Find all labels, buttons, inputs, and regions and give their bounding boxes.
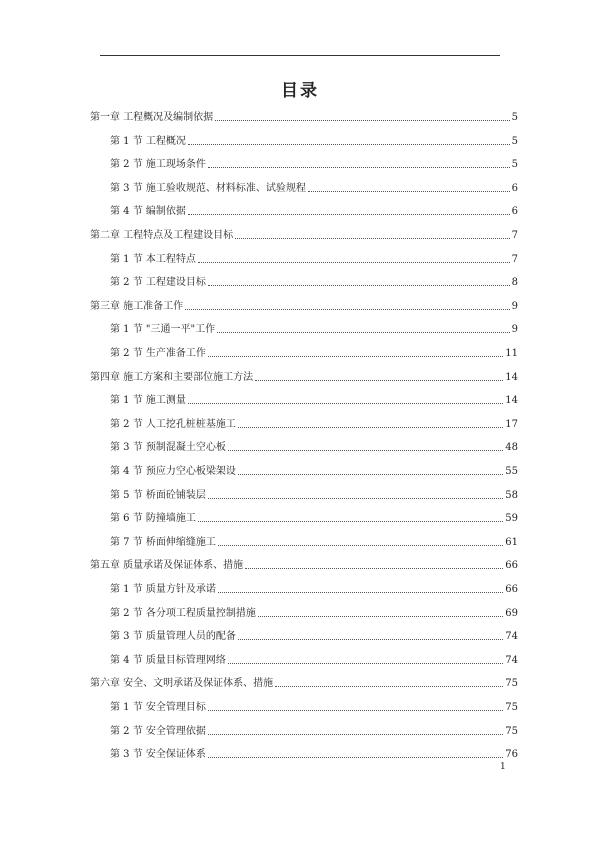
toc-entry-label: 第 2 节 生产准备工作 bbox=[110, 348, 206, 359]
toc-entry-page: 5 bbox=[511, 135, 518, 147]
toc-entry-page: 66 bbox=[505, 584, 518, 595]
toc-section-entry[interactable] bbox=[110, 505, 518, 525]
toc-section-entry[interactable] bbox=[110, 269, 518, 289]
toc-entry-page: 61 bbox=[505, 536, 518, 548]
dot-leader bbox=[238, 474, 503, 475]
toc-entry-page: 59 bbox=[505, 513, 518, 525]
toc-entry-page: 8 bbox=[511, 277, 518, 289]
toc-section-entry[interactable] bbox=[110, 198, 518, 218]
toc-section-entry[interactable] bbox=[110, 340, 518, 360]
toc-section-entry[interactable] bbox=[110, 741, 518, 761]
toc-section-entry[interactable] bbox=[110, 600, 518, 620]
dot-leader bbox=[238, 427, 503, 428]
dot-leader bbox=[235, 238, 509, 239]
toc-entry-page: 6 bbox=[511, 182, 518, 194]
toc-section-entry[interactable] bbox=[110, 128, 518, 148]
toc-entry-label: 第 2 节 各分项工程质量控制措施 bbox=[110, 607, 256, 619]
toc-entry-label: 第 3 节 安全保证体系 bbox=[110, 749, 206, 761]
dot-leader bbox=[245, 568, 503, 569]
toc-entry-label: 第三章 施工准备工作 bbox=[90, 300, 184, 312]
toc-entry-page: 58 bbox=[505, 489, 518, 501]
toc-entry-label: 第 1 节 "三通一平"工作 bbox=[110, 324, 216, 336]
toc-entry-label: 第五章 质量承诺及保证体系、措施 bbox=[90, 560, 244, 572]
toc-entry-label: 第 4 节 编制依据 bbox=[110, 206, 186, 218]
dot-leader bbox=[218, 592, 503, 593]
toc-entry-page: 66 bbox=[505, 560, 518, 572]
toc-entry-label: 第 1 节 施工测量 bbox=[110, 395, 186, 407]
toc-entry-label: 第 1 节 工程概况 bbox=[110, 135, 186, 147]
toc-entry-label: 第 3 节 施工验收规范、材料标准、试验规程 bbox=[110, 182, 306, 194]
toc-entry-page: 69 bbox=[505, 607, 518, 619]
toc-entry-page: 75 bbox=[505, 725, 518, 737]
toc-section-entry[interactable] bbox=[110, 458, 518, 478]
toc-entry-label: 第 3 节 质量管理人员的配备 bbox=[110, 631, 236, 643]
toc-section-entry[interactable] bbox=[110, 411, 518, 431]
toc-entry-page: 75 bbox=[505, 702, 518, 713]
toc-entry-page: 11 bbox=[505, 348, 518, 359]
dot-leader bbox=[218, 545, 503, 546]
toc-entry-page: 5 bbox=[511, 159, 518, 171]
toc-entry-page: 75 bbox=[505, 678, 518, 690]
dot-leader bbox=[228, 450, 503, 451]
toc-entry-label: 第 1 节 本工程特点 bbox=[110, 253, 196, 265]
dot-leader bbox=[215, 120, 509, 121]
toc-entry-label: 第六章 安全、文明承诺及保证体系、措施 bbox=[90, 678, 274, 690]
toc-section-entry[interactable] bbox=[110, 718, 518, 738]
dot-leader bbox=[258, 616, 503, 617]
dot-leader bbox=[208, 498, 503, 499]
dot-leader bbox=[228, 663, 503, 664]
toc-entry-page: 14 bbox=[505, 371, 518, 383]
toc-chapter-entry[interactable] bbox=[90, 104, 518, 124]
toc-entry-page: 5 bbox=[511, 112, 518, 123]
dot-leader bbox=[275, 686, 503, 687]
toc-section-entry[interactable] bbox=[110, 694, 518, 714]
toc-entry-label: 第 3 节 预制混凝土空心板 bbox=[110, 442, 226, 454]
toc-entry-label: 第 2 节 人工挖孔桩桩基施工 bbox=[110, 418, 236, 430]
toc-entry-page: 7 bbox=[511, 230, 518, 241]
toc-entry-page: 6 bbox=[511, 206, 518, 218]
toc-section-entry[interactable] bbox=[110, 434, 518, 454]
toc-entry-page: 48 bbox=[505, 442, 518, 454]
toc-section-entry[interactable] bbox=[110, 529, 518, 549]
toc-entry-page: 9 bbox=[511, 324, 518, 336]
dot-leader bbox=[198, 262, 510, 263]
toc-entry-label: 第 5 节 桥面砼铺装层 bbox=[110, 489, 206, 501]
toc-entry-page: 17 bbox=[505, 418, 518, 430]
dot-leader bbox=[208, 734, 503, 735]
toc-entry-label: 第 4 节 质量目标管理网络 bbox=[110, 654, 226, 666]
toc-entry-label: 第 2 节 施工现场条件 bbox=[110, 159, 206, 171]
toc-entry-label: 第 1 节 安全管理目标 bbox=[110, 702, 206, 713]
dot-leader bbox=[185, 309, 509, 310]
dot-leader bbox=[255, 380, 503, 381]
toc-chapter-entry[interactable] bbox=[90, 364, 518, 384]
toc-entry-label: 第 7 节 桥面伸缩缝施工 bbox=[110, 536, 216, 548]
toc-section-entry[interactable] bbox=[110, 151, 518, 171]
toc-entry-page: 14 bbox=[505, 395, 518, 407]
dot-leader bbox=[238, 639, 503, 640]
toc-chapter-entry[interactable] bbox=[90, 552, 518, 572]
toc-section-entry[interactable] bbox=[110, 316, 518, 336]
dot-leader bbox=[188, 403, 503, 404]
toc-entry-label: 第二章 工程特点及工程建设目标 bbox=[90, 230, 234, 241]
dot-leader bbox=[217, 332, 510, 333]
dot-leader bbox=[198, 521, 503, 522]
dot-leader bbox=[208, 356, 503, 357]
toc-entry-label: 第四章 施工方案和主要部位施工方法 bbox=[90, 371, 254, 383]
toc-entry-page: 7 bbox=[511, 253, 518, 265]
toc-entry-page: 74 bbox=[505, 631, 518, 643]
dot-leader bbox=[208, 285, 510, 286]
toc-chapter-entry[interactable] bbox=[90, 222, 518, 242]
toc-entry-label: 第一章 工程概况及编制依据 bbox=[90, 112, 214, 123]
dot-leader bbox=[208, 167, 510, 168]
dot-leader bbox=[188, 144, 510, 145]
toc-entry-label: 第 2 节 安全管理依据 bbox=[110, 725, 206, 737]
toc-section-entry[interactable] bbox=[110, 482, 518, 502]
toc-entry-label: 第 6 节 防撞墙施工 bbox=[110, 513, 196, 525]
toc-section-entry[interactable] bbox=[110, 647, 518, 667]
toc-chapter-entry[interactable] bbox=[90, 293, 518, 313]
dot-leader bbox=[208, 710, 503, 711]
page-number: 1 bbox=[500, 762, 506, 772]
header-rule bbox=[100, 55, 500, 56]
dot-leader bbox=[208, 757, 503, 758]
toc-section-entry[interactable] bbox=[110, 576, 518, 596]
toc-entry-label: 第 1 节 质量方针及承诺 bbox=[110, 584, 216, 595]
toc-entry-label: 第 4 节 预应力空心板梁架设 bbox=[110, 466, 236, 477]
toc-entry-label: 第 2 节 工程建设目标 bbox=[110, 277, 206, 289]
toc-entry-page: 9 bbox=[511, 300, 518, 312]
toc-section-entry[interactable] bbox=[110, 387, 518, 407]
toc-section-entry[interactable] bbox=[110, 623, 518, 643]
toc-section-entry[interactable] bbox=[110, 246, 518, 266]
dot-leader bbox=[188, 214, 510, 215]
toc-entry-page: 55 bbox=[505, 466, 518, 477]
page-title: 目录 bbox=[281, 81, 319, 101]
toc-section-entry[interactable] bbox=[110, 175, 518, 195]
toc-chapter-entry[interactable] bbox=[90, 670, 518, 690]
toc-entry-page: 74 bbox=[505, 654, 518, 666]
toc-entry-page: 76 bbox=[505, 749, 518, 761]
dot-leader bbox=[308, 191, 510, 192]
